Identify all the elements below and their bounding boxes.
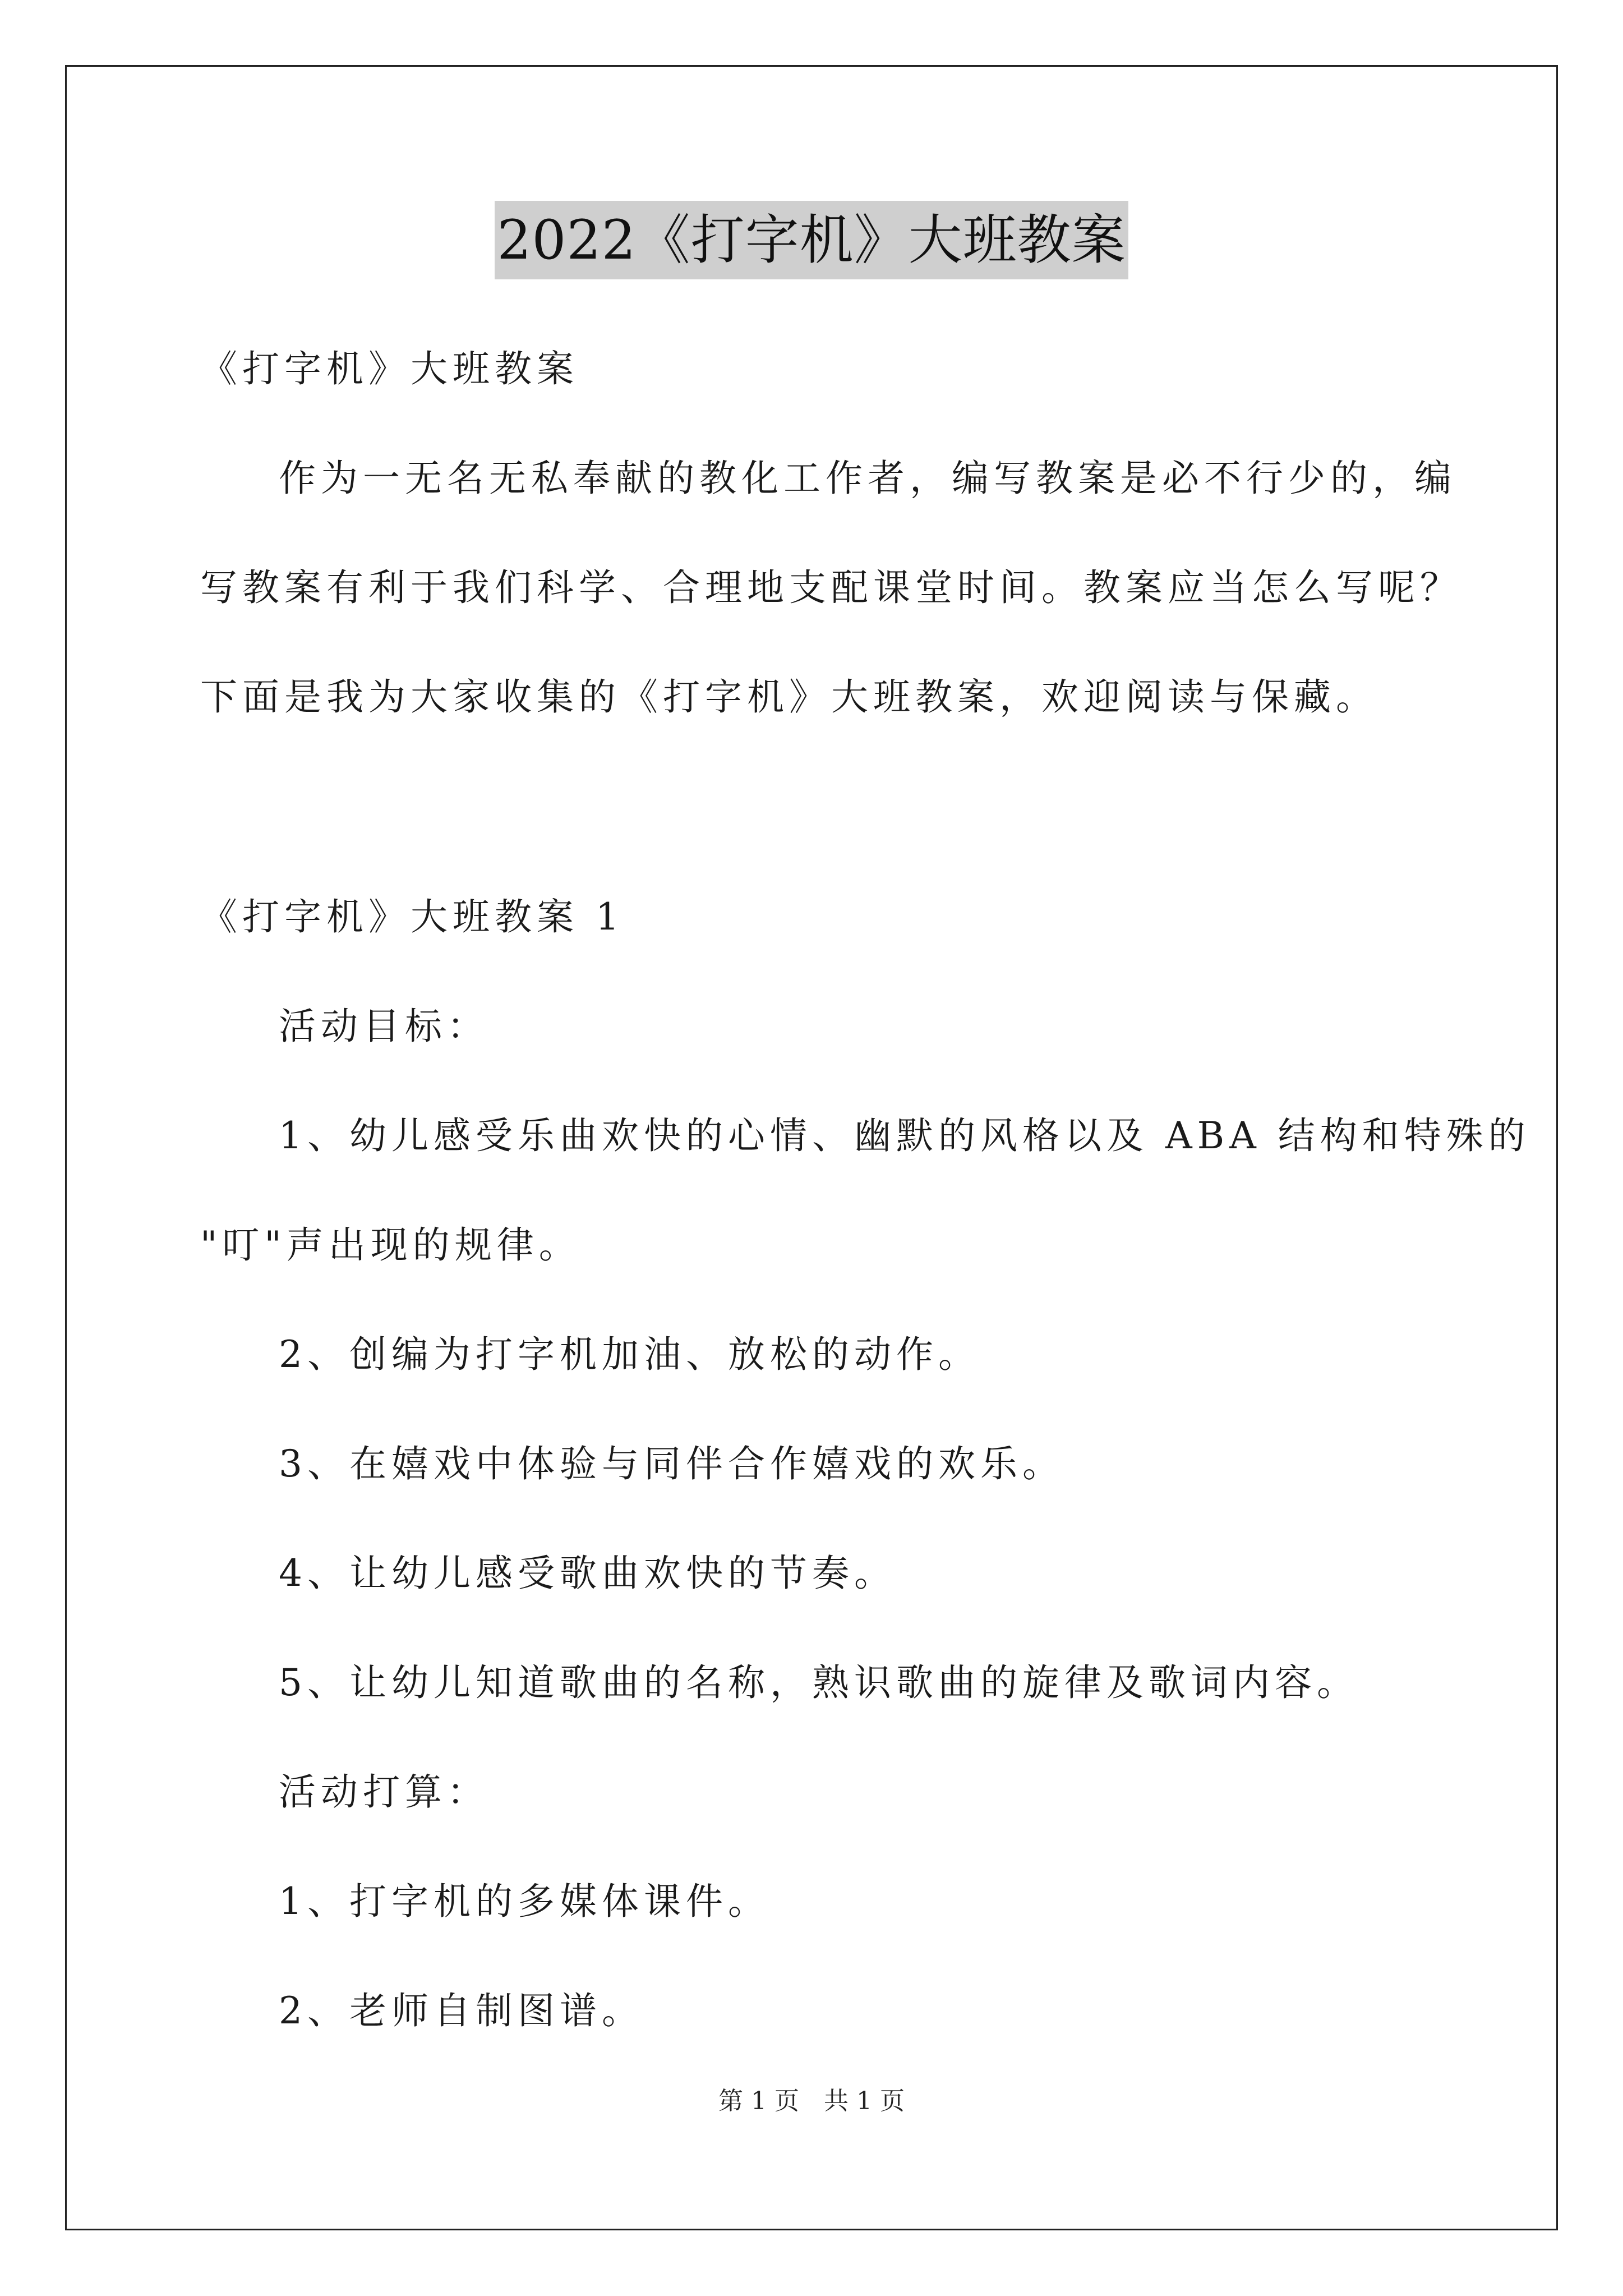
goal-5: 5、让幼儿知道歌曲的名称，熟识歌曲的旋律及歌词内容。 (279, 1661, 1359, 1704)
prep-item-2: 2、老师自制图谱。 (279, 1989, 644, 2032)
goal-1-line-2: "叮"声出现的规律。 (200, 1223, 581, 1267)
goals-heading: 活动目标： (279, 1005, 489, 1048)
section-heading: 《打字机》大班教案 1 (200, 895, 624, 938)
document-subtitle: 《打字机》大班教案 (200, 347, 579, 390)
intro-line-2: 写教案有利于我们科学、合理地支配课堂时间。教案应当怎么写呢？ (200, 566, 1462, 609)
goal-2: 2、创编为打字机加油、放松的动作。 (279, 1333, 980, 1376)
document-title: 2022《打字机》大班教案 (495, 201, 1128, 279)
title-container (0, 201, 1623, 279)
goal-1-line-1: 1、幼儿感受乐曲欢快的心情、幽默的风格以及 ABA 结构和特殊的 (279, 1114, 1530, 1157)
prep-heading: 活动打算： (279, 1770, 489, 1814)
intro-line-1: 作为一无名无私奉献的教化工作者，编写教案是必不行少的，编 (279, 457, 1456, 500)
prep-item-1: 1、打字机的多媒体课件。 (279, 1880, 770, 1923)
goal-4: 4、让幼儿感受歌曲欢快的节奏。 (279, 1552, 896, 1595)
page-footer: 第 1 页 共 1 页 (718, 2087, 905, 2115)
goal-3: 3、在嬉戏中体验与同伴合作嬉戏的欢乐。 (279, 1442, 1064, 1485)
intro-line-3: 下面是我为大家收集的《打字机》大班教案，欢迎阅读与保藏。 (200, 675, 1378, 719)
